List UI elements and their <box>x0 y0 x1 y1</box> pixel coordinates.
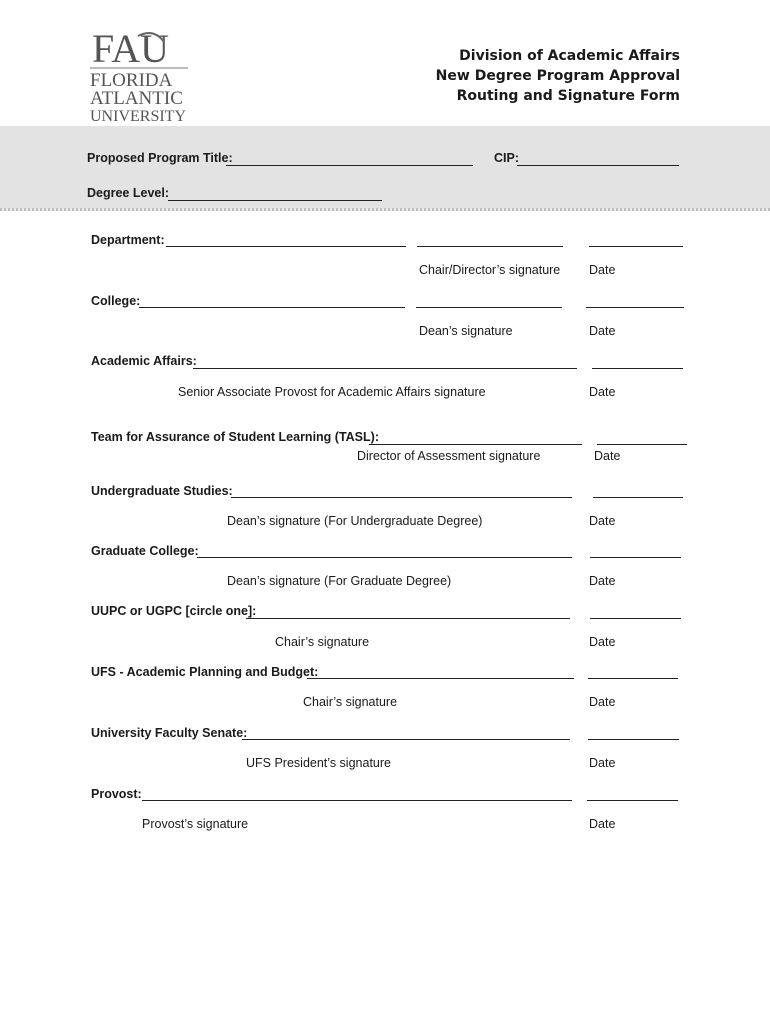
undergraduate-studies-label: Undergraduate Studies: <box>91 484 233 498</box>
ufs-apb-line[interactable] <box>307 678 574 679</box>
tasl-date-caption: Date <box>594 449 621 463</box>
academic-affairs-date-line[interactable] <box>592 368 683 369</box>
department-line[interactable] <box>166 246 406 247</box>
graduate-college-date-caption: Date <box>589 574 616 588</box>
undergraduate-studies-line[interactable] <box>231 497 572 498</box>
faculty-senate-label: University Faculty Senate: <box>91 726 248 740</box>
graduate-college-sig-caption: Dean’s signature (For Graduate Degree) <box>227 574 452 588</box>
logo-line2: ATLANTIC <box>90 88 183 109</box>
tasl-date-line[interactable] <box>597 444 687 445</box>
fau-logo <box>88 24 192 124</box>
uupc-ugpc-date-caption: Date <box>589 635 616 649</box>
uupc-ugpc-label: UUPC or UGPC [circle one]: <box>91 604 257 618</box>
faculty-senate-sig-caption: UFS President’s signature <box>246 756 391 770</box>
provost-label: Provost: <box>91 787 142 801</box>
uupc-ugpc-sig-caption: Chair’s signature <box>275 635 370 649</box>
department-date-caption: Date <box>589 263 616 277</box>
program-title-line[interactable] <box>226 165 473 166</box>
academic-affairs-date-caption: Date <box>589 385 616 399</box>
undergraduate-studies-date-caption: Date <box>589 514 616 528</box>
faculty-senate-date-line[interactable] <box>588 739 679 740</box>
tasl-sig-caption: Director of Assessment signature <box>357 449 541 463</box>
logo-line3: UNIVERSITY <box>90 108 186 124</box>
department-sig-caption: Chair/Director’s signature <box>419 263 561 277</box>
band-edge <box>0 208 770 211</box>
ufs-apb-date-line[interactable] <box>588 678 678 679</box>
undergraduate-studies-sig-caption: Dean’s signature (For Undergraduate Degree) <box>227 514 483 528</box>
uupc-ugpc-date-line[interactable] <box>590 618 681 619</box>
college-sig-line[interactable] <box>416 307 562 308</box>
program-title-label: Proposed Program Title: <box>87 151 233 165</box>
header-line1: Division of Academic Affairs <box>459 48 680 64</box>
provost-sig-caption: Provost’s signature <box>142 817 249 831</box>
provost-date-line[interactable] <box>587 800 678 801</box>
college-line[interactable] <box>139 307 405 308</box>
provost-date-caption: Date <box>589 817 616 831</box>
tasl-label: Team for Assurance of Student Learning (TASL): <box>91 430 379 444</box>
college-date-line[interactable] <box>586 307 684 308</box>
graduate-college-label: Graduate College: <box>91 544 199 558</box>
cip-label: CIP: <box>494 151 519 165</box>
ufs-apb-date-caption: Date <box>589 695 616 709</box>
logo-mark: FAU <box>92 26 170 71</box>
header-line3: Routing and Signature Form <box>456 88 680 104</box>
degree-level-line[interactable] <box>168 200 382 201</box>
college-date-caption: Date <box>589 324 616 338</box>
uupc-ugpc-line[interactable] <box>246 618 570 619</box>
undergraduate-studies-date-line[interactable] <box>593 497 683 498</box>
provost-line[interactable] <box>142 800 572 801</box>
department-sig-line[interactable] <box>417 246 563 247</box>
faculty-senate-line[interactable] <box>242 739 570 740</box>
graduate-college-line[interactable] <box>197 557 572 558</box>
form-header <box>436 46 680 106</box>
college-label: College: <box>91 294 141 308</box>
logo-line1: FLORIDA <box>90 70 173 91</box>
college-sig-caption: Dean’s signature <box>419 324 513 338</box>
department-label: Department: <box>91 233 165 247</box>
academic-affairs-label: Academic Affairs: <box>91 354 197 368</box>
header-line2: New Degree Program Approval <box>435 68 680 84</box>
faculty-senate-date-caption: Date <box>589 756 616 770</box>
academic-affairs-line[interactable] <box>193 368 577 369</box>
department-date-line[interactable] <box>589 246 683 247</box>
tasl-line[interactable] <box>369 444 582 445</box>
cip-line[interactable] <box>517 165 679 166</box>
academic-affairs-sig-caption: Senior Associate Provost for Academic Affairs signature <box>178 385 486 399</box>
degree-level-label: Degree Level: <box>87 186 169 200</box>
ufs-apb-label: UFS - Academic Planning and Budget: <box>91 665 319 679</box>
graduate-college-date-line[interactable] <box>590 557 681 558</box>
ufs-apb-sig-caption: Chair’s signature <box>303 695 398 709</box>
